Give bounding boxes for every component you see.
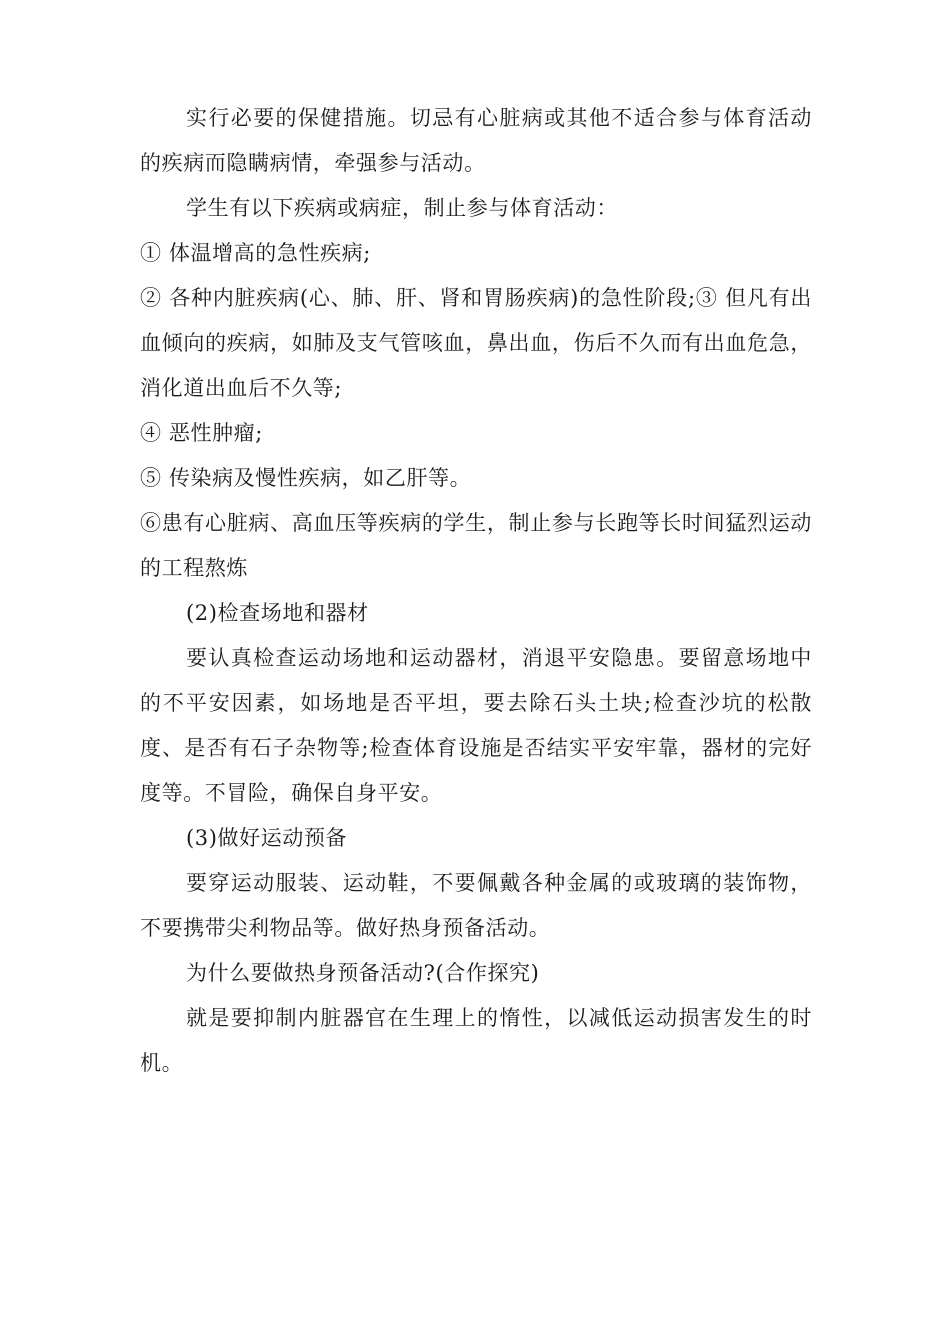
list-item-2-3: ② 各种内脏疾病(心、肺、肝、肾和胃肠疾病)的急性阶段;③ 但凡有出血倾向的疾病，如肺及支气管咳血，鼻出血，伤后不久而有出血危急，消化道出血后不久等; bbox=[140, 286, 812, 400]
paragraph-health-measures: 实行必要的保健措施。切忌有心脏病或其他不适合参与体育活动的疾病而隐瞒病情，牵强参与活动。 bbox=[140, 106, 812, 175]
list-item-1: ① 体温增高的急性疾病; bbox=[140, 241, 371, 265]
paragraph-check-venue: 要认真检查运动场地和运动器材，消退平安隐患。要留意场地中的不平安因素，如场地是否平坦，要去除石头土块;检查沙坑的松散度、是否有石子杂物等;检查体育设施是否结实平安牢靠，器材的完好度等。不冒险，确保自身平安。 bbox=[140, 646, 812, 805]
list-item-4: ④ 恶性肿瘤; bbox=[140, 421, 263, 445]
question-warmup: 为什么要做热身预备活动?(合作探究) bbox=[186, 961, 540, 985]
list-item-5: ⑤ 传染病及慢性疾病，如乙肝等。 bbox=[140, 466, 472, 490]
paragraph-prepare: 要穿运动服装、运动鞋，不要佩戴各种金属的或玻璃的装饰物，不要携带尖利物品等。做好热身预备活动。 bbox=[140, 871, 812, 940]
list-item-6: ⑥患有心脏病、高血压等疾病的学生，制止参与长跑等长时间猛烈运动的工程熬炼 bbox=[140, 511, 812, 580]
section-heading-prepare: (3)做好运动预备 bbox=[186, 826, 348, 850]
document-body bbox=[140, 96, 812, 1086]
paragraph-warmup-answer: 就是要抑制内脏器官在生理上的惰性，以减低运动损害发生的时机。 bbox=[140, 1006, 812, 1075]
section-heading-check-venue: (2)检查场地和器材 bbox=[186, 601, 369, 625]
paragraph-prohibited-conditions: 学生有以下疾病或病症，制止参与体育活动： bbox=[186, 196, 618, 220]
